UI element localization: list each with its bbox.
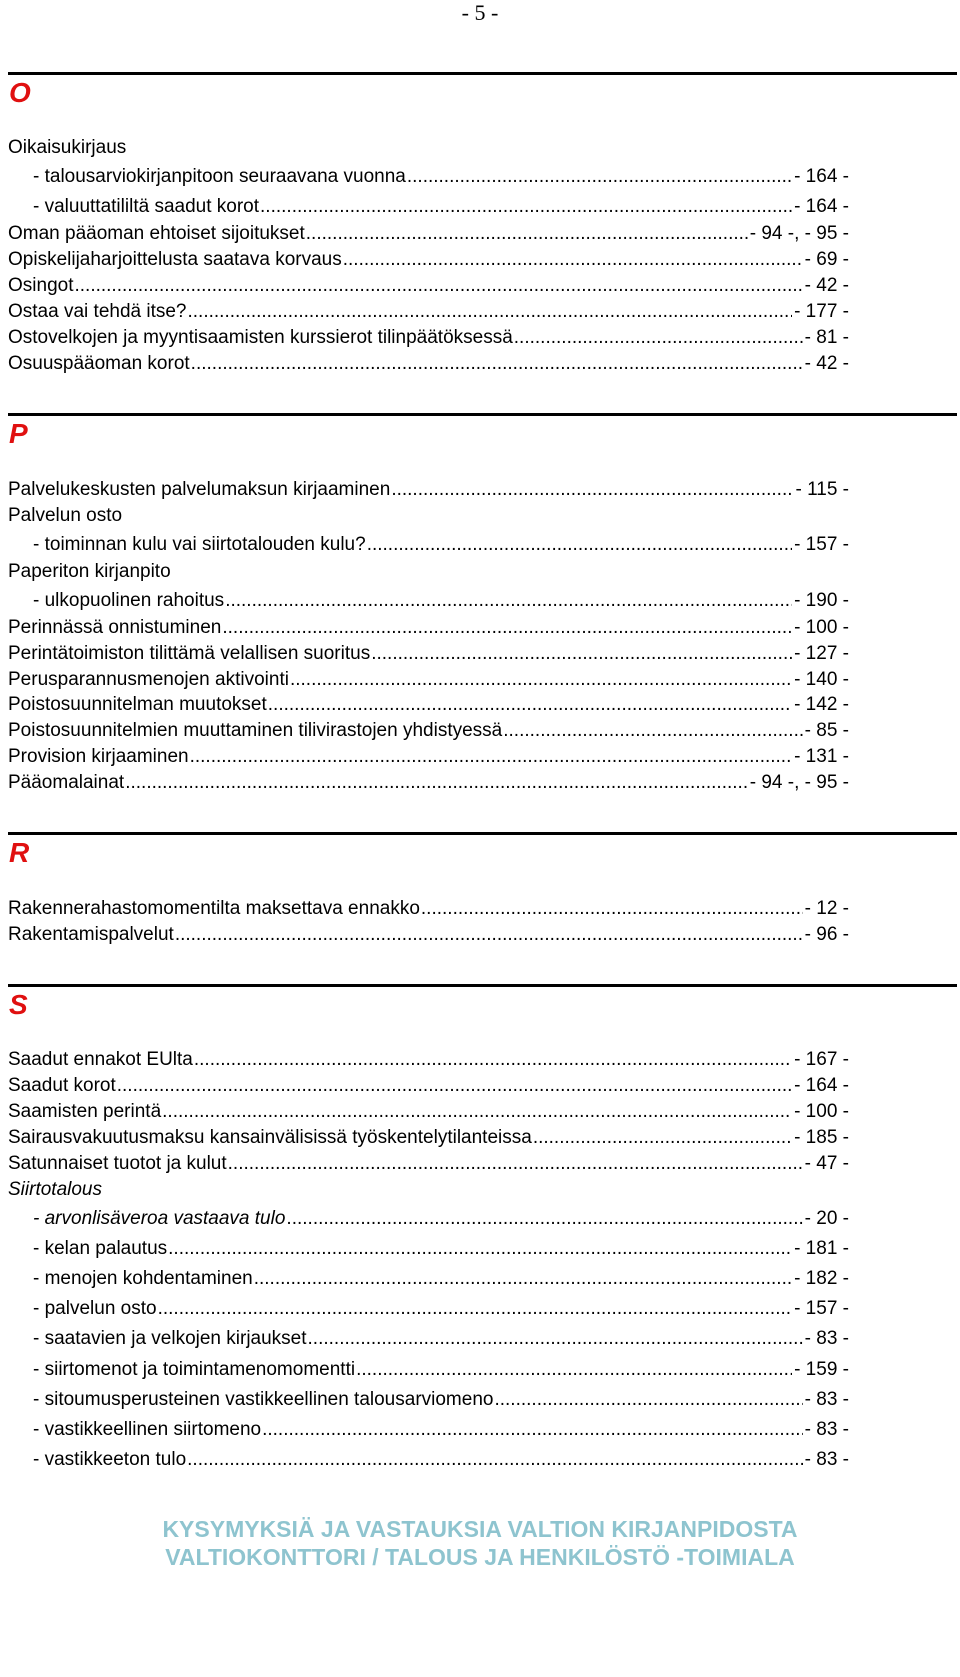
entry-label: - talousarviokirjanpitoon seuraavana vuonna [33,166,406,187]
entry-page: - 164 - [794,166,849,187]
index-entry [33,1327,849,1351]
dot-leader [161,1100,792,1124]
entry-label: Osuuspääoman korot [8,353,190,374]
dot-leader [193,1048,792,1072]
entry-page: - 81 - [804,327,849,348]
dot-leader [189,745,793,769]
entry-page: - 185 - [794,1127,849,1148]
dot-leader [124,771,748,795]
entry-page: - 100 - [794,617,849,638]
dot-leader [406,165,792,189]
entry-page: - 182 - [794,1268,849,1289]
entry-page: - 83 - [804,1328,849,1349]
section-letter-o: O [9,77,31,108]
index-entry [8,693,849,717]
dot-leader [253,1267,792,1291]
entry-page: - 83 - [804,1449,849,1470]
index-entry [8,616,849,640]
entry-page: - 159 - [794,1359,849,1380]
index-entry [33,1207,849,1231]
dot-leader [493,1388,802,1412]
entry-page: - 164 - [794,196,849,217]
section-divider-r [8,832,957,835]
index-entry [33,1358,849,1382]
entry-label: Sairausvakuutusmaksu kansainvälisissä työskentelytilanteissa [8,1127,532,1148]
index-entry [8,1100,849,1124]
footer-subtitle: VALTIOKONTTORI / TALOUS JA HENKILÖSTÖ -TOIMIALA [165,1544,795,1570]
index-entry [8,1126,849,1150]
dot-leader [174,923,803,947]
dot-leader [221,616,792,640]
entry-page: - 47 - [804,1153,849,1174]
entry-page: - 42 - [804,275,849,296]
dot-leader [390,478,793,502]
entry-label: Pääomalainat [8,772,125,793]
dot-leader [190,352,803,376]
index-entry [8,897,849,921]
entry-label: Rakennerahastomomentilta maksettava ennakko [8,898,420,919]
entry-page: - 181 - [794,1238,849,1259]
entry-page: - 83 - [804,1389,849,1410]
dot-leader [307,1327,803,1351]
entry-page: - 85 - [804,720,849,741]
index-entry [8,668,849,692]
entry-label: Perintätoimiston tilittämä velallisen suoritus [8,643,371,664]
entry-label: - toiminnan kulu vai siirtotalouden kulu? [33,534,366,555]
entry-label: Oman pääoman ehtoiset sijoitukset [8,223,305,244]
entry-label: Rakentamispalvelut [8,924,174,945]
entry-label: Palvelukeskusten palvelumaksun kirjaaminen [8,479,391,500]
index-entry [33,1418,849,1442]
index-entry [8,745,849,769]
entry-page: - 42 - [804,353,849,374]
index-entry [8,923,849,947]
dot-leader [289,668,792,692]
dot-leader [261,1418,803,1442]
index-entry [33,589,849,613]
index-entry [8,642,849,666]
entry-label: - arvonlisäveroa vastaava tulo [33,1208,286,1229]
entry-page: - 94 -, - 95 - [749,772,849,793]
dot-leader [502,719,802,743]
index-entry [8,352,849,376]
entry-label: Ostovelkojen ja myyntisaamisten kurssierot tilinpäätöksessä [8,327,513,348]
section-divider-p [8,413,957,416]
entry-label: - vastikkeeton tulo [33,1449,187,1470]
page-number: - 5 - [461,0,499,25]
index-entry [8,300,849,324]
footer-title: KYSYMYKSIÄ JA VASTAUKSIA VALTION KIRJANPIDOSTA [162,1516,798,1542]
dot-leader [259,195,792,219]
entry-label: Satunnaiset tuotot ja kulut [8,1153,227,1174]
entry-page: - 83 - [804,1419,849,1440]
dot-leader [370,642,792,666]
index-entry [8,1048,849,1072]
dot-leader [227,1152,803,1176]
dot-leader [532,1126,792,1150]
dot-leader [420,897,803,921]
dot-leader [167,1237,792,1261]
index-entry [33,195,849,219]
index-entry [33,1237,849,1261]
index-entry [8,222,849,246]
index-entry [8,1074,849,1098]
entry-label: Ostaa vai tehdä itse? [8,301,187,322]
entry-label: Perinnässä onnistuminen [8,617,222,638]
entry-page: - 131 - [794,746,849,767]
dot-leader [224,589,792,613]
dot-leader [186,1448,803,1472]
entry-page: - 167 - [794,1049,849,1070]
entry-page: - 190 - [794,590,849,611]
entry-label: - vastikkeellinen siirtomeno [33,1419,262,1440]
entry-label: - sitoumusperusteinen vastikkeellinen talousarviomeno [33,1389,494,1410]
index-entry [33,1267,849,1291]
entry-label: - ulkopuolinen rahoitus [33,590,225,611]
index-entry [33,1388,849,1412]
entry-label: Provision kirjaaminen [8,746,189,767]
dot-leader [73,274,802,298]
index-entry [8,771,849,795]
index-heading: Siirtotalous [8,1179,102,1200]
index-entry [33,533,849,557]
entry-page: - 100 - [794,1101,849,1122]
entry-page: - 69 - [804,249,849,270]
dot-leader [116,1074,792,1098]
index-entry [33,165,849,189]
entry-page: - 20 - [804,1208,849,1229]
entry-label: Saamisten perintä [8,1101,162,1122]
index-entry [8,274,849,298]
index-entry [8,719,849,743]
entry-page: - 177 - [794,301,849,322]
entry-label: - siirtomenot ja toimintamenomomentti [33,1359,356,1380]
entry-page: - 140 - [794,669,849,690]
entry-page: - 157 - [794,534,849,555]
index-entry [33,1448,849,1472]
entry-label: Saadut korot [8,1075,116,1096]
index-entry [8,248,849,272]
entry-label: Saadut ennakot EUlta [8,1049,193,1070]
index-entry [33,1297,849,1321]
dot-leader [342,248,803,272]
entry-label: Perusparannusmenojen aktivointi [8,669,289,690]
entry-label: - menojen kohdentaminen [33,1268,253,1289]
entry-label: Poistosuunnitelmien muuttaminen tilivirastojen yhdistyessä [8,720,503,741]
dot-leader [305,222,748,246]
index-heading: Palvelun osto [8,505,123,526]
entry-page: - 115 - [795,479,849,500]
entry-page: - 96 - [804,924,849,945]
entry-label: - valuuttatililtä saadut korot [33,196,260,217]
section-letter-r: R [9,837,30,868]
section-divider-o [8,72,957,75]
dot-leader [366,533,792,557]
dot-leader [267,693,792,717]
dot-leader [355,1358,792,1382]
entry-label: - saatavien ja velkojen kirjaukset [33,1328,307,1349]
entry-label: Poistosuunnitelman muutokset [8,694,267,715]
index-entry [8,478,849,502]
entry-label: Osingot [8,275,74,296]
dot-leader [187,300,793,324]
entry-page: - 12 - [804,898,849,919]
dot-leader [513,326,803,350]
index-entry [8,326,849,350]
entry-page: - 142 - [794,694,849,715]
section-letter-s: S [9,989,28,1020]
dot-leader [285,1207,802,1231]
entry-page: - 164 - [794,1075,849,1096]
index-entry [8,1152,849,1176]
entry-label: - palvelun osto [33,1298,157,1319]
section-divider-s [8,984,957,987]
section-letter-p: P [9,418,28,449]
index-heading: Paperiton kirjanpito [8,561,171,582]
entry-page: - 157 - [794,1298,849,1319]
entry-label: - kelan palautus [33,1238,168,1259]
index-heading: Oikaisukirjaus [8,137,127,158]
entry-page: - 94 -, - 95 - [749,223,849,244]
dot-leader [157,1297,793,1321]
entry-page: - 127 - [794,643,849,664]
entry-label: Opiskelijaharjoittelusta saatava korvaus [8,249,342,270]
